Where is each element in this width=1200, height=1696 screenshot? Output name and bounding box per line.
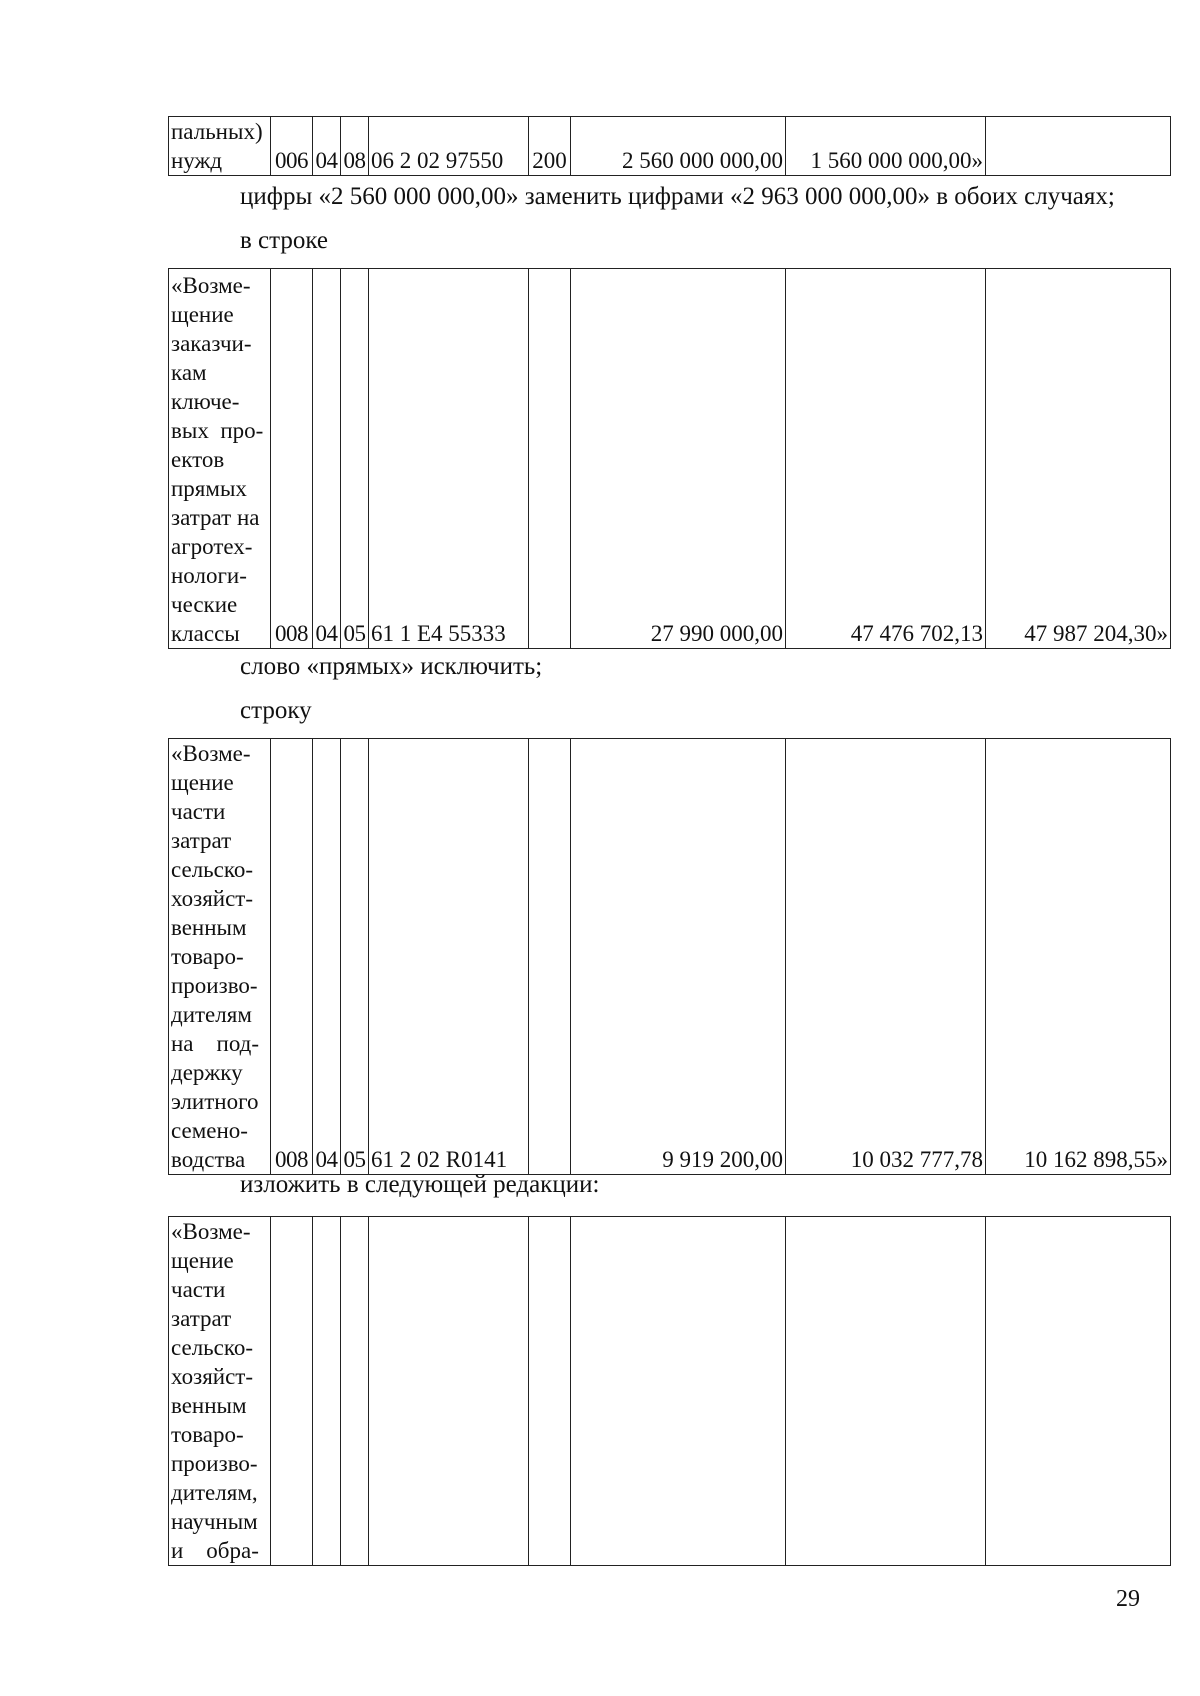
budget-table-2 (168, 268, 1171, 649)
pr-code: 05 (341, 269, 369, 649)
row-name-cell (169, 1217, 271, 1566)
instruction-in-row: в строке (240, 227, 329, 254)
row-name: «Возме- щение заказчи- кам ключе- вых про- ектов прямых затрат на агротех- нологи- ческие классы (171, 273, 264, 646)
csr-code: 61 2 02 R0141 (369, 739, 529, 1175)
sum-year-1: 2 560 000 000,00 (571, 117, 786, 176)
sum-year-2: 1 560 000 000,00» (786, 117, 986, 176)
instruction-new-edition: изложить в следующей редакции: (240, 1171, 600, 1198)
sum-year-1 (571, 1217, 786, 1566)
pr-code (341, 1217, 369, 1566)
csr-code: 61 1 E4 55333 (369, 269, 529, 649)
vr-code (529, 739, 571, 1175)
ved-code: 006 (271, 117, 313, 176)
page-number: 29 (1116, 1586, 1140, 1612)
sum-year-3 (986, 117, 1171, 176)
sum-year-2: 10 032 777,78 (786, 739, 986, 1175)
instruction-replace-figures: цифры «2 560 000 000,00» заменить цифрами «2 963 000 000,00» в обоих случаях; (240, 183, 1115, 210)
ved-code: 008 (271, 739, 313, 1175)
sum-year-1: 9 919 200,00 (571, 739, 786, 1175)
csr-code: 06 2 02 97550 (369, 117, 529, 176)
row-name: пальных) нужд (171, 119, 263, 173)
vr-code: 200 (529, 117, 571, 176)
sum-year-2 (786, 1217, 986, 1566)
sum-year-3 (986, 1217, 1171, 1566)
table-row (169, 739, 1171, 1175)
table-row (169, 1217, 1171, 1566)
vr-code (529, 269, 571, 649)
row-name: «Возме- щение части затрат сельско- хозяйст- венным товаро- произво- дителям, научным и обра- (171, 1219, 259, 1563)
pr-code: 08 (341, 117, 369, 176)
budget-table-4 (168, 1216, 1171, 1566)
table-row (169, 269, 1171, 649)
sum-year-1: 27 990 000,00 (571, 269, 786, 649)
rz-code: 04 (313, 269, 341, 649)
pr-code: 05 (341, 739, 369, 1175)
rz-code (313, 1217, 341, 1566)
rz-code: 04 (313, 117, 341, 176)
ved-code (271, 1217, 313, 1566)
instruction-exclude-word: слово «прямых» исключить; (240, 653, 543, 680)
instruction-row: строку (240, 697, 312, 724)
sum-year-2: 47 476 702,13 (786, 269, 986, 649)
sum-year-3: 10 162 898,55» (986, 739, 1171, 1175)
ved-code: 008 (271, 269, 313, 649)
rz-code: 04 (313, 739, 341, 1175)
budget-table-1 (168, 116, 1171, 176)
budget-table-3 (168, 738, 1171, 1175)
vr-code (529, 1217, 571, 1566)
sum-year-3: 47 987 204,30» (986, 269, 1171, 649)
csr-code (369, 1217, 529, 1566)
row-name-cell (169, 117, 271, 176)
table-row (169, 117, 1171, 176)
row-name: «Возме- щение части затрат сельско- хозяйст- венным товаро- произво- дителям на под- держку элитного семено- водства (171, 741, 260, 1172)
row-name-cell (169, 269, 271, 649)
row-name-cell (169, 739, 271, 1175)
